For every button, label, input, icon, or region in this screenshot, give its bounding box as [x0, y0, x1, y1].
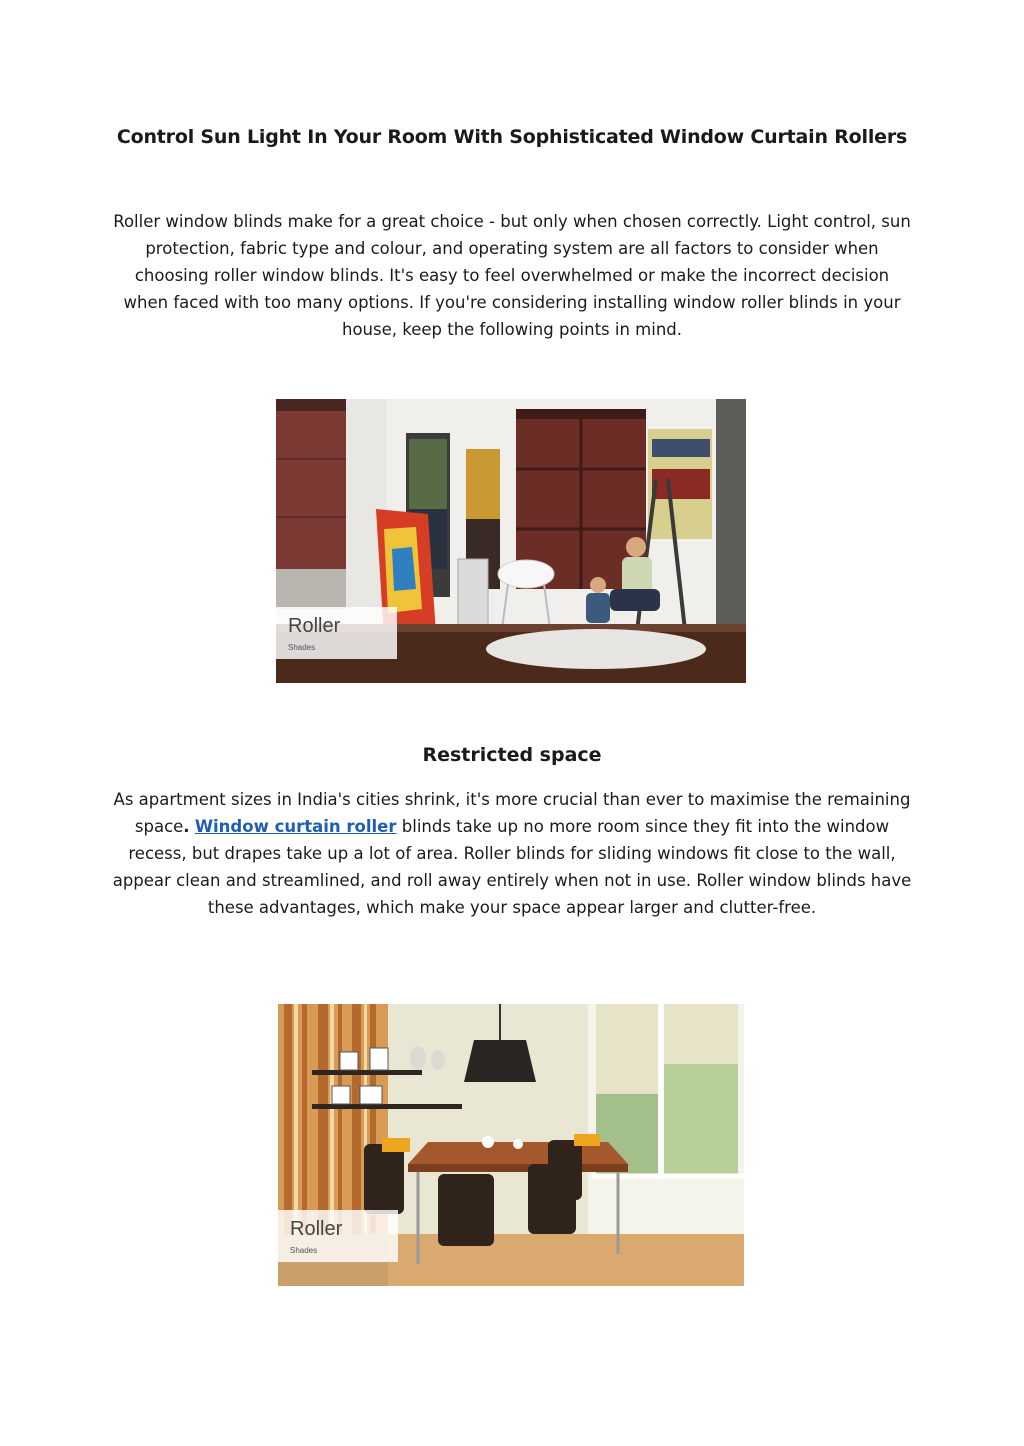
intro-text: Roller window blinds make for a great choice - but only when chosen correctly. Light control, sun protection, fabric type and colour, and operating system are all factors to consider when choosing roller window blinds. It's easy to feel overwhelmed or make the incorrect decision when faced with too many options. If you're considering installing window roller blinds in your house, keep the following points in mind. — [113, 212, 911, 339]
badge-title: Roller — [288, 615, 341, 637]
section-heading: Restricted space — [422, 744, 602, 766]
roller-shades-badge — [276, 607, 397, 659]
page-title: Control Sun Light In Your Room With Sophisticated Window Curtain Rollers — [116, 126, 908, 148]
section-paragraph — [112, 786, 912, 921]
intro-paragraph — [112, 208, 912, 343]
window-curtain-roller-link[interactable]: Window curtain roller — [194, 817, 397, 836]
section-text-before: As apartment sizes in India's cities shrink, it's more crucial than ever to maximise the remaining space — [113, 790, 911, 836]
dining-room-roller-shades-photo — [278, 1004, 744, 1286]
section-text — [112, 786, 912, 921]
living-room-roller-shades-photo — [276, 399, 746, 683]
section-text-after: blinds take up no more room since they fit into the window recess, but drapes take up a lot of area. Roller blinds for sliding windows fit close to the wall, appear clean and streamlined, and roll away entirely when not in use. Roller window blinds have these advantages, which make your space appear larger and clutter-free. — [112, 817, 912, 917]
roller-shades-badge — [278, 1210, 398, 1262]
bold-period: . — [183, 817, 190, 836]
badge-title: Roller — [290, 1218, 343, 1240]
badge-subtitle: Shades — [288, 643, 316, 652]
badge-subtitle: Shades — [290, 1246, 318, 1255]
